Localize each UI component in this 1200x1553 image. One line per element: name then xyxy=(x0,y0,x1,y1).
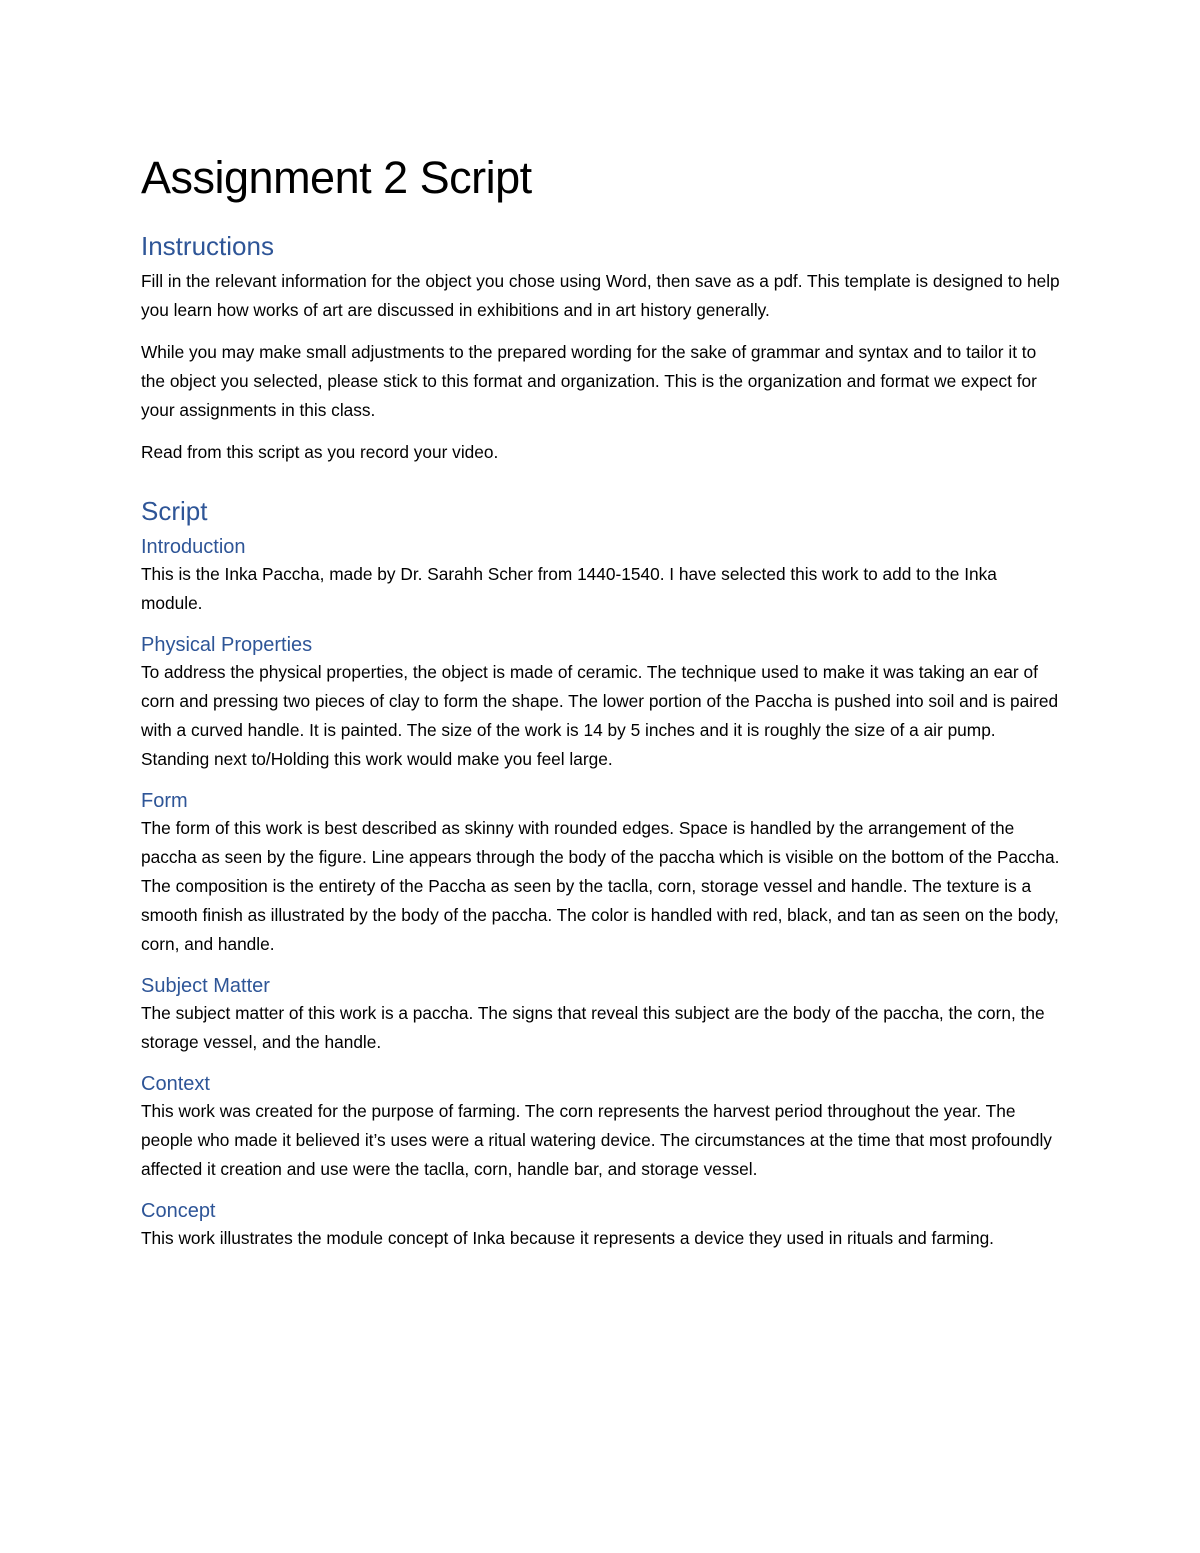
section-context xyxy=(141,1071,1061,1184)
section-text: This is the Inka Paccha, made by Dr. Sarahh Scher from 1440-1540. I have selected this work to add to the Inka module. xyxy=(141,564,997,613)
section-heading: Subject Matter xyxy=(141,975,270,997)
script-heading: Script xyxy=(141,496,208,526)
section-heading: Introduction xyxy=(141,536,246,558)
document-page xyxy=(141,150,1061,1267)
instructions-paragraph: Read from this script as you record your video. xyxy=(141,442,499,462)
section-text: To address the physical properties, the object is made of ceramic. The technique used to make it was taking an ear of corn and pressing two pieces of clay to form the shape. The lower portion of the Paccha is pushed into soil and is paired with a curved handle. It is painted. The size of the work is 14 by 5 inches and it is roughly the size of a air pump. Standing next to/Holding this work would make you feel large. xyxy=(141,662,1059,769)
section-form xyxy=(141,788,1061,959)
section-text: This work illustrates the module concept of Inka because it represents a device they used in rituals and farming. xyxy=(141,1228,994,1248)
section-heading: Form xyxy=(141,790,188,812)
section-text: This work was created for the purpose of farming. The corn represents the harvest period throughout the year. The people who made it believed it’s uses were a ritual watering device. The circumstances at the time that most profoundly affected it creation and use were the taclla, corn, handle bar, and storage vessel. xyxy=(141,1101,1052,1179)
section-text: The subject matter of this work is a paccha. The signs that reveal this subject are the body of the paccha, the corn, the storage vessel, and the handle. xyxy=(141,1003,1045,1052)
instructions-paragraph: Fill in the relevant information for the object you chose using Word, then save as a pdf. This template is designed to help you learn how works of art are discussed in exhibitions and in art history generally. xyxy=(141,271,1060,320)
section-physical-properties xyxy=(141,632,1061,774)
instructions-paragraph: While you may make small adjustments to the prepared wording for the sake of grammar and syntax and to tailor it to the object you selected, please stick to this format and organization. This is the organization and format we expect for your assignments in this class. xyxy=(141,342,1037,420)
section-text: The form of this work is best described as skinny with rounded edges. Space is handled by the arrangement of the paccha as seen by the figure. Line appears through the body of the paccha which is visible on the bottom of the Paccha. The composition is the entirety of the Paccha as seen by the taclla, corn, storage vessel and handle. The texture is a smooth finish as illustrated by the body of the paccha. The color is handled with red, black, and tan as seen on the body, corn, and handle. xyxy=(141,818,1060,954)
section-heading: Concept xyxy=(141,1200,216,1222)
section-concept xyxy=(141,1198,1061,1253)
section-introduction xyxy=(141,534,1061,618)
section-heading: Context xyxy=(141,1073,210,1095)
section-subject-matter xyxy=(141,973,1061,1057)
instructions-heading: Instructions xyxy=(141,231,274,261)
document-title: Assignment 2 Script xyxy=(141,152,532,203)
section-heading: Physical Properties xyxy=(141,634,313,656)
